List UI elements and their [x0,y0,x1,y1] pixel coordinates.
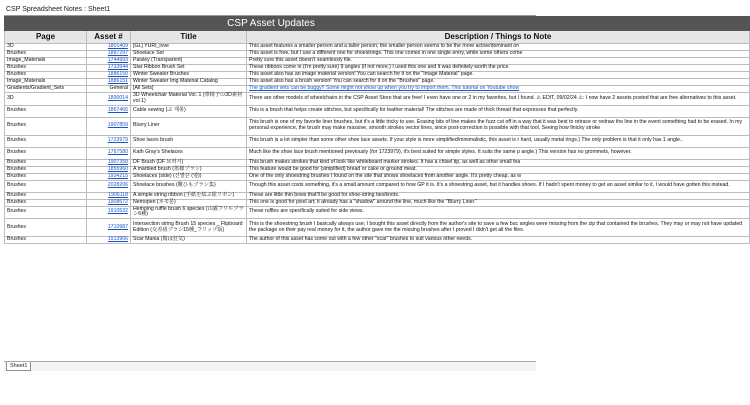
cell-title[interactable] [131,237,247,244]
cell-title-text: [GL] YURI_love [133,43,169,50]
cell-page-text: Brushes [7,208,27,215]
cell-description[interactable] [247,219,750,237]
cell-page-text: Brushes [7,64,27,71]
cell-description[interactable] [247,180,750,192]
cell-title-text: Shoelaces (side) (신발끈 (옆)) [133,172,202,179]
cell-description[interactable] [247,147,750,159]
cell-asset-number-text[interactable]: 1934215 [107,172,128,179]
cell-title-text: Cable sewing (ぶ 재봉) [133,107,186,114]
cell-asset-number[interactable] [87,135,131,147]
header-row [5,31,750,44]
cell-title-text: [All Sets] [133,85,154,92]
cell-page-text: Brushes [7,107,27,114]
cell-description[interactable] [247,86,750,93]
cell-asset-number[interactable] [87,237,131,244]
cell-description[interactable] [247,199,750,206]
table-row [5,93,750,106]
cell-page[interactable] [5,180,87,192]
cell-description-text: Pretty sure this asset doesn't seamlessly tile. [249,57,353,64]
cell-description-text: This asset also has a brush version! You can search for it on the "Brushes" page. [249,78,435,85]
cell-page-text: Brushes [7,149,27,156]
cell-asset-number-text[interactable]: 1886151 [107,78,128,85]
cell-asset-number-text: General [109,85,128,92]
cell-page-text: Brushes [7,182,27,189]
cell-page[interactable] [5,135,87,147]
cell-page-text: Brushes [7,165,27,172]
cell-description-text: This is the shoestring brush I basically always use; I bought this asset directly from the author's site to save a few buc angles were missing from the zip that contained the brushes. They may or may not have updated the package on their pay real money for it, the author gave me the missing brushes after I proved I didn't get all the files. [249,220,743,233]
cell-page[interactable] [5,206,87,219]
cell-description-text: This asset features a smaller person and a taller person; the smaller person seems to be the more active/dominant on [249,43,520,50]
cell-asset-number[interactable] [87,180,131,192]
cell-page[interactable] [5,105,87,117]
cell-description-text[interactable]: The gradient sets can be buggy!! Some might not show up when you try to import them. This tutorial on Youtube show [249,85,520,92]
cell-page-text: Brushes [7,236,27,243]
cell-asset-number[interactable] [87,206,131,219]
cell-asset-number-text[interactable]: 1723979 [107,137,128,144]
cell-title-text: Shoelace brushes (靴ひもブラシ集) [133,182,216,189]
cell-description[interactable] [247,135,750,147]
cell-description-text: These are little thin bows that'll be good for shoe-string ties/knots. [249,191,400,198]
cell-page[interactable] [5,219,87,237]
cell-page-text: Brushes [7,122,27,129]
cell-title-text: Shoe laces brush [133,137,174,144]
cell-description-text: The author of this asset has come out with a few other "scar" brushes to suit various other needs. [249,236,473,243]
cell-page-text: Brushes [7,172,27,179]
cell-title[interactable] [131,180,247,192]
cell-asset-number-text[interactable]: 1767580 [107,149,128,156]
cell-title-text: Winter Sweater Img Material Catalog [133,78,218,85]
cell-description-text: This brush is one of my favorite liner brushes, but it's a little tricky to use. Erasing bits of line makes the fuzz cut off in a way that it was best to retrace or redraw the line in the event something had to be erased. In my personal experience, the brush may make massive, smooth strokes vector lines, since post-correction is possible with that tool. Seeing how finicky stroke [249,119,743,132]
cell-title-text: Nemopen (ネモ문) [133,198,176,205]
table-row [5,237,750,244]
cell-description-text: These ribbons come in (I'm pretty sure) 9 angles (if not more.) I used this one and it was definitely worth the price. [249,64,510,71]
cell-description[interactable] [247,237,750,244]
cell-asset-number[interactable] [87,105,131,117]
cell-title-text: Scar Mania (傷は狂気) [133,236,185,243]
column-header-title[interactable]: Title [131,31,247,44]
cell-title-text: Star Ribbon Brush Set [133,64,185,71]
banner-cell[interactable] [5,17,750,31]
cell-title-text: 3D Wheelchair Material Vol. 1 (車椅子の3D素材 vol.1) [133,92,243,104]
cell-asset-number-text[interactable]: 1906118 [108,191,128,198]
table-row [5,105,750,117]
cell-description-text: This asset also has an image material version! You can search for it on the "Image Material" page. [249,71,474,78]
cell-title[interactable] [131,117,247,135]
cell-title-text: DF Brush (DF 브러시) [133,158,184,165]
cell-asset-number[interactable] [87,173,131,180]
cell-page[interactable] [5,199,87,206]
cell-description-text: These ruffles are specifically suited for side views. [249,208,364,215]
cell-title-text: A marbled brush (墨様ブラシ) [133,165,202,172]
cell-page-text: Brushes [7,50,27,57]
cell-title-text: Hemping ruffle brush 6 species (山霧フリルブラシ6種) [133,205,244,218]
banner-title: CSP Asset Updates [227,18,315,29]
cell-page[interactable] [5,237,87,244]
cell-title-text: Winter Sweater Brushes [133,71,189,78]
cell-description-text: Though this asset costs something, it's a small amount compared to how GP it is. It's a shoestring asset, but it handles shoes. If I hadn't spent money to get an asset similar to it, I would have gotten this instead. [249,182,730,189]
cell-asset-number-text[interactable]: 1910532 [107,208,128,215]
document-title: CSP Spreadsheet Notes : Sheet1 [6,6,111,13]
table-row [5,135,750,147]
asset-table [4,16,750,244]
cell-title-text: Paisley (Transparent) [133,57,183,64]
cell-page-text: Brushes [7,191,27,198]
banner-row [5,17,750,31]
cell-page-text: Image_Materials [7,78,46,85]
cell-description-text: This feature would be good for (simplified) bread or cake or ground meat. [249,165,417,172]
table-row [5,147,750,159]
cell-title-text: Shoelace Set [133,50,164,57]
cell-page-text: Gradients/Gradient_Sets [7,85,65,92]
cell-page[interactable] [5,86,87,93]
cell-asset-number-text[interactable]: 1855960 [107,165,128,172]
cell-description-text: This is a brush that helps create stitches, but specifically for leather material! The stitches are made of thick thread that expresses that perfectly. [249,107,579,114]
cell-page[interactable] [5,173,87,180]
cell-title-text: Blurry Liner [133,122,160,129]
cell-title[interactable] [131,147,247,159]
cell-page-text: 3D [7,43,14,50]
spreadsheet-grid[interactable] [4,15,743,362]
cell-page-text: Brushes [7,71,27,78]
cell-asset-number-text[interactable]: 1890014 [107,94,128,101]
column-header-description[interactable]: Description / Things to Note [247,31,750,44]
cell-page-text: Brushes [7,158,27,165]
cell-description[interactable] [247,93,750,106]
cell-asset-number[interactable] [87,93,131,106]
cell-page-text: 3D [7,94,14,101]
cell-description-text: This brush makes strokes that kind of look like whiteboard marker strokes. It has a chisel tip, as well as other small fea [249,158,521,165]
cell-description[interactable] [247,117,750,135]
cell-page-text: Brushes [7,137,27,144]
cell-description-text: This brush is a lot simpler than some other shoe lace assets. If your style is more simplified/minimalistic, this asset is r hard, usually metal rings.) The only problem is that it only has 1 angle.. [249,137,683,144]
table-row [5,173,750,180]
cell-title[interactable] [131,135,247,147]
cell-description[interactable] [247,206,750,219]
cell-asset-number-text[interactable]: 1710987 [107,223,128,230]
cell-asset-number-text[interactable]: 1887297 [107,50,128,57]
cell-title[interactable] [131,173,247,180]
cell-page[interactable] [5,117,87,135]
table-row [5,180,750,192]
cell-description-text: There are other models of wheelchairs in the CSP Asset Store that are free! I even have one or 2 in my favorites, but I found. ⚠ EDIT, 09/02/24 ⚠: I now have 2 assets posted that are free alternatives to this asset. [249,94,737,101]
cell-asset-number-text[interactable]: 1801409 [107,43,128,50]
cell-page[interactable] [5,147,87,159]
cell-asset-number-text[interactable]: 1907859 [107,122,128,129]
cell-title[interactable] [131,105,247,117]
sheet-tab-sheet1[interactable]: Sheet1 [6,362,31,371]
cell-asset-number-text[interactable]: 2028206 [107,182,128,189]
table-row [5,117,750,135]
cell-page-text: Image_Materials [7,57,46,64]
cell-asset-number-text[interactable]: 1907358 [107,158,128,165]
cell-page[interactable] [5,93,87,106]
cell-page-text: Brushes [7,223,27,230]
table-row [5,206,750,219]
cell-asset-number-text[interactable]: 1913966 [107,236,128,243]
table-row [5,86,750,93]
cell-asset-number[interactable] [87,147,131,159]
cell-asset-number-text[interactable]: 1744993 [107,57,128,64]
cell-asset-number-text[interactable]: 1733544 [107,64,128,71]
cell-asset-number-text[interactable]: 1867466 [107,107,128,114]
cell-asset-number[interactable] [87,199,131,206]
cell-title[interactable] [131,219,247,237]
sheet-tab-bar [4,361,536,371]
cell-page-text: Brushes [7,198,27,205]
cell-asset-number[interactable] [87,86,131,93]
cell-description-text: This one is good for pixel art; it already has a "shadow" around the line, much like the "Blurry Liner." [249,198,478,205]
cell-description-text: This asset is free, but I use a different one for shoestrings. This one comes in one single entry, while some others come [249,50,523,57]
column-header-asset[interactable]: Asset # [87,31,131,44]
cell-description-text: Much like the shoe lace brush mentioned previously (for 1723979), it's best suited for simple styles. It suits the same p angle.) This version has no grommets, however. [249,149,632,156]
cell-asset-number[interactable] [87,219,131,237]
cell-title-text: A simple string ribbon (手紙を結ぶ紐リボン) [133,191,235,198]
cell-title-text: Intersection string Brush 15 species _ Flipboard Edition (交差紐ブラシ15種_フリップ版) [133,220,243,233]
column-header-page[interactable]: Page [5,31,87,44]
cell-asset-number[interactable] [87,117,131,135]
cell-description[interactable] [247,173,750,180]
cell-asset-number-text[interactable]: 1886150 [107,71,128,78]
cell-title[interactable] [131,206,247,219]
cell-title-text: Kath Gray's Shelaces [133,149,183,156]
table-row [5,199,750,206]
cell-description-text: One of the only shoestring brushes I found on the site that shows shoelaces from another angle. It's pretty cheap, as w [249,172,522,179]
cell-asset-number-text[interactable]: 1908672 [107,198,128,205]
cell-description[interactable] [247,105,750,117]
cell-title[interactable] [131,93,247,106]
table-row [5,219,750,237]
